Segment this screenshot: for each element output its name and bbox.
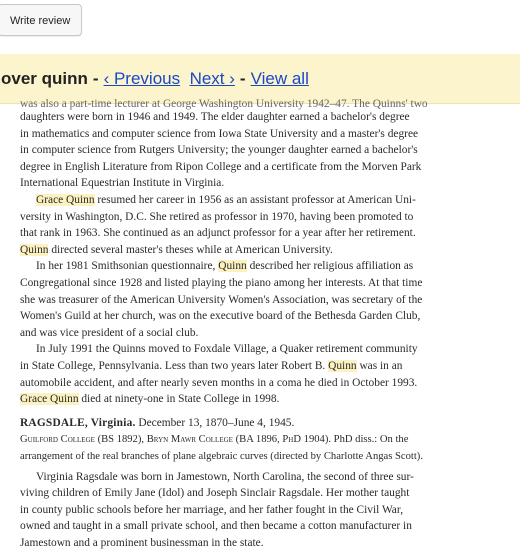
text-run: (BS 1892), bbox=[94, 434, 147, 446]
text-run: (BA 1896, bbox=[232, 434, 283, 446]
text-line bbox=[36, 192, 500, 209]
text-run: described her religious affiliation as bbox=[246, 260, 414, 273]
search-highlight: Quinn bbox=[328, 360, 357, 372]
previous-link[interactable]: ‹ Previous bbox=[103, 69, 181, 88]
entry-dates: December 13, 1870–June 4, 1945. bbox=[135, 416, 295, 429]
small-caps-text: Bryn Mawr College bbox=[146, 434, 233, 446]
text-line bbox=[20, 518, 500, 535]
text-line bbox=[20, 209, 500, 226]
text-line bbox=[20, 325, 500, 342]
cut-off-line: was also a part-time lecturer at George Washington University 1942–47. The Quinns' two bbox=[20, 98, 428, 110]
text-line bbox=[36, 341, 500, 358]
view-all-link[interactable]: View all bbox=[250, 69, 309, 88]
write-review-button[interactable]: Write review bbox=[0, 4, 82, 36]
text-run: daughters were born in 1946 and 1949. The elder daughter earned a bachelor's degree bbox=[20, 111, 410, 123]
text-line bbox=[20, 242, 500, 259]
search-highlight: Quinn bbox=[20, 243, 49, 256]
text-run: in county public schools before her marriage, and her father fought in the Civil War, bbox=[20, 503, 404, 516]
next-link[interactable]: Next › bbox=[189, 69, 235, 88]
text-run: arrangement of the real branches of plane algebraic curves (directed by Charlotte Angas Scott). bbox=[20, 451, 423, 462]
nav-separator: - bbox=[92, 69, 99, 88]
small-caps-text: Guilford College bbox=[20, 434, 95, 446]
text-line bbox=[20, 391, 500, 408]
text-line bbox=[20, 502, 500, 519]
text-run: Jamestown and a prominent businessman in the state. bbox=[20, 537, 264, 549]
text-run: was in an bbox=[356, 360, 403, 372]
text-run: died at ninety-one in State College in 1998. bbox=[78, 393, 280, 406]
text-run: in mathematics and computer science from Iowa State University and a master's degree bbox=[20, 127, 419, 140]
text-line bbox=[20, 375, 500, 392]
text-run: resumed her career in 1956 as an assistant professor at American Uni- bbox=[94, 194, 416, 206]
nav-separator: - bbox=[239, 69, 246, 88]
text-line bbox=[20, 275, 500, 292]
text-line bbox=[36, 469, 500, 486]
text-line bbox=[20, 126, 500, 143]
text-line bbox=[20, 485, 500, 502]
text-run: In her 1981 Smithsonian questionnaire, bbox=[36, 260, 219, 273]
text-run: 1904). PhD diss.: On the bbox=[301, 434, 409, 446]
text-run: versity in Washington, D.C. She retired as professor in 1970, having been promoted to bbox=[20, 210, 414, 223]
entry-heading bbox=[20, 415, 500, 432]
text-run: In July 1991 the Quinns moved to Foxdale Village, a Quaker retirement community bbox=[36, 343, 418, 356]
text-run: degree in English Literature from Ripon College and a certificate from the Morven Park bbox=[20, 160, 422, 173]
text-line bbox=[20, 109, 500, 126]
text-run: owned and taught in a small private school, and then became a cotton manufacturer in bbox=[20, 520, 412, 533]
text-line bbox=[20, 175, 500, 192]
education-line bbox=[20, 432, 500, 449]
text-run: Women's Guild at her church, was on the executive board of the Bethesda Garden Club, bbox=[20, 310, 421, 323]
top-toolbar bbox=[0, 0, 520, 54]
search-highlight: Grace Quinn bbox=[20, 393, 79, 406]
education-line bbox=[20, 449, 500, 466]
text-run: in State College, Pennsylvania. Less than two years later Robert B. bbox=[20, 360, 329, 372]
text-run: and was vice president of a social club. bbox=[20, 326, 199, 339]
text-line bbox=[36, 258, 500, 275]
text-line bbox=[20, 308, 500, 325]
text-line bbox=[20, 159, 500, 176]
text-line bbox=[20, 225, 500, 242]
entry-name: RAGSDALE, Virginia. bbox=[20, 416, 136, 429]
search-highlight: Quinn bbox=[218, 260, 247, 273]
search-navigation-bar bbox=[0, 54, 520, 110]
text-line bbox=[20, 142, 500, 159]
text-run: International Equestrian Institute in Virginia. bbox=[20, 177, 225, 190]
text-run: that rank in 1963. She continued as an adjunct professor for a year after her retirement. bbox=[20, 227, 416, 240]
small-caps-text: PhD bbox=[282, 434, 302, 446]
text-line bbox=[20, 358, 500, 375]
text-run: in computer science from Rutgers University; the younger daughter earned a bachelor's bbox=[20, 144, 418, 157]
text-run: Congregational since 1928 and listed playing the piano among her interests. At that time bbox=[20, 277, 423, 289]
text-line bbox=[20, 292, 500, 309]
text-run: Virginia Ragsdale was born in Jamestown, North Carolina, the second of three sur- bbox=[36, 470, 414, 483]
text-run: automobile accident, and after nearly seven months in a coma he died in October 1993. bbox=[20, 376, 418, 389]
search-highlight: Grace Quinn bbox=[36, 194, 95, 206]
text-line bbox=[20, 535, 500, 552]
book-page-scan bbox=[0, 98, 520, 549]
text-run: viving children of Emily Jane (Idol) and Joseph Sinclair Ragsdale. Her mother taught bbox=[20, 487, 410, 500]
text-run: she was treasurer of the American University Women's Association, was secretary of the bbox=[20, 293, 423, 306]
text-run: directed several master's theses while at American University. bbox=[48, 243, 333, 256]
search-term: over quinn bbox=[1, 69, 88, 88]
